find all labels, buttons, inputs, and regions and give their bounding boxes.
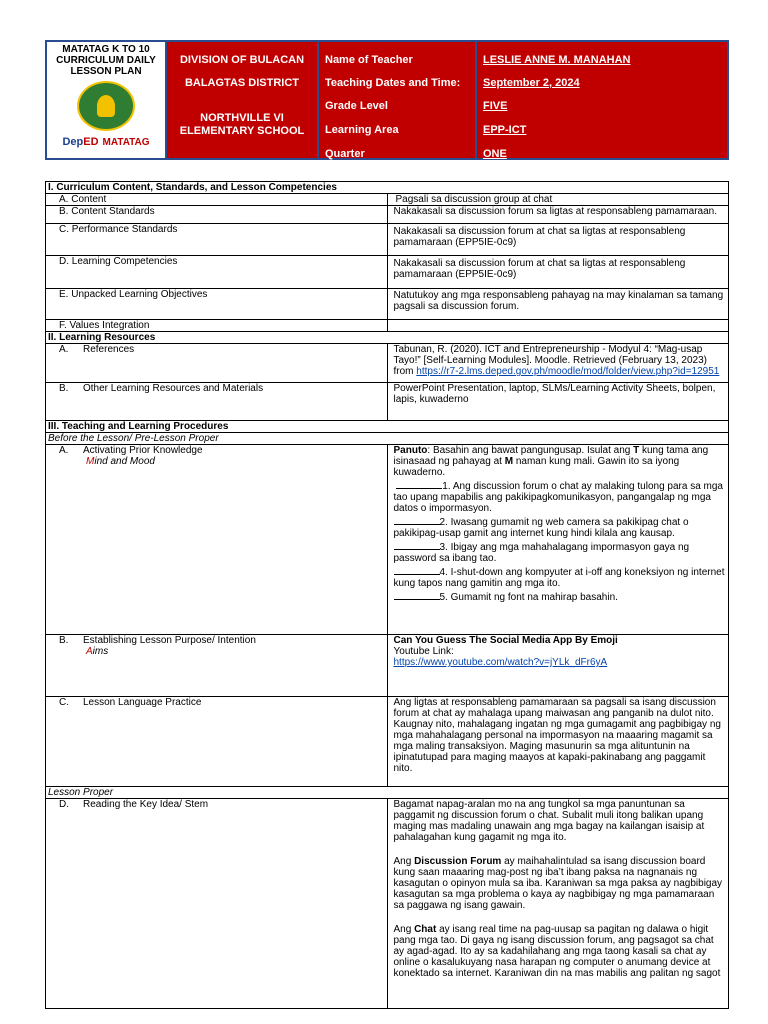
objectives-value: Natutukoy ang mga responsableng pahayag na may kinalaman sa tamang pagsali sa discussion forum. xyxy=(387,289,729,320)
other-resources-value: PowerPoint Presentation, laptop, SLMs/Learning Activity Sheets, bolpen, lapis, kuwaderno xyxy=(387,383,729,421)
division: DIVISION OF BULACAN xyxy=(179,54,305,66)
key-idea-value: Bagamat napag-aralan mo na ang tungkol sa mga panuntunan sa paggamit ng discussion forum o chat. Subalit muli itong balikan upang maging mas madaling unawain ang mga bagay na kailangan isaisip at pahalagahan kung gagamit ng mga ito. Ang Discussion Forum ay maihahalintulad sa isang discussion board kung saan maaaring mag-post ng iba’t ibang paksa na nagnanais ng kasagutan o opinyon mula sa iba. Karaniwan sa mga paksa ay nagbibigay kasagutan sa mga problema o kaya ay nagbibigay ng mga pamamaraan sa paggawa ng isang gawain. Ang Chat ay isang real time na pag-uusap sa pagitan ng dalawa o higit pang mga tao. Di gaya ng isang discussion forum, ang pagsagot sa chat ay agad-agad. Ito ay sa kadahilahang ang mga taong kasali sa chat ay online o kasalukuyang nasa harapan ng computer o anumang device at konektado sa internet. Karaniwan din na mas mabilis ang palitan ng sagot xyxy=(387,799,729,1009)
value-teacher: LESLIE ANNE M. MANAHAN xyxy=(483,54,631,66)
performance-standards-value: Nakakasali sa discussion forum at chat sa ligtas at responsableng pamamaraan (EPP5IE-0c9) xyxy=(387,224,729,256)
section-1-title: I. Curriculum Content, Standards, and Lesson Competencies xyxy=(46,182,729,194)
value-quarter: ONE xyxy=(483,148,507,160)
language-practice-value: Ang ligtas at responsableng pamamaraan sa pagsali sa isang discussion forum at chat ay mahalaga upang maiwasan ang panganib na dulot nito. Kaugnay nito, mahalagang ingatan ng mga gumagamit ang pagbibigay ng mga mahahalagang personal na impormasyon na maaaring magamit sa mga maling transaksiyon. Maging masunurin sa mga alituntunin na ipinatutupad para maging maayos at kapaki-pakinabang ang paggamit nito. xyxy=(387,697,729,787)
content-standards-label: B. Content Standards xyxy=(46,206,388,224)
activating-knowledge-value xyxy=(387,445,729,635)
district: BALAGTAS DISTRICT xyxy=(184,77,300,89)
content-value: Pagsali sa discussion group at chat xyxy=(387,194,729,206)
value-area: EPP-ICT xyxy=(483,124,527,136)
lesson-purpose-value: Can You Guess The Social Media App By Emoji Youtube Link: https://www.youtube.com/watch?v=jYLk_dFr6yA xyxy=(387,635,729,697)
lesson-plan-header xyxy=(45,40,729,160)
learning-competencies-value: Nakakasali sa discussion forum at chat sa ligtas at responsableng pamamaraan (EPP5IE-0c9) xyxy=(387,256,729,289)
quiz-item: 4. I-shut-down ang kompyuter at i-off ang koneksiyon ng internet kung tapos nang gamitin ang mga ito. xyxy=(394,564,727,589)
panuto: Panuto: Basahin ang bawat pangungusap. Isulat ang T kung tama ang isinasaad ng pahayag at M naman kung mali. Gawin ito sa iyong kuwaderno. xyxy=(393,445,709,478)
deped-matatag-logo: DepED MATATAG xyxy=(62,136,150,148)
school-name: NORTHVILLE VI ELEMENTARY SCHOOL xyxy=(179,112,305,137)
label-teacher: Name of Teacher xyxy=(325,54,413,66)
logo-cell xyxy=(47,42,167,158)
references-label: A. References xyxy=(46,344,388,383)
lesson-plan-table xyxy=(45,181,729,1009)
activating-knowledge-label: A. Activating Prior Knowledge Mind and Mood xyxy=(46,445,388,635)
references-value: Tabunan, R. (2020). ICT and Entrepreneurship - Modyul 4: “Mag-usap Tayo!” [Self-Learning Modules]. Moodle. Retrieved (February 13, 2023) from https://r7-2.lms.deped.gov.ph/moodle/mod/folder/view.php?id=12951 xyxy=(387,344,729,383)
info-labels-cell xyxy=(319,42,477,158)
value-dates: September 2, 2024 xyxy=(483,77,580,89)
value-grade: FIVE xyxy=(483,100,508,112)
language-practice-label: C. Lesson Language Practice xyxy=(46,697,388,787)
objectives-label: E. Unpacked Learning Objectives xyxy=(46,289,388,320)
school-info-cell xyxy=(167,42,319,158)
label-dates: Teaching Dates and Time: xyxy=(325,77,461,89)
before-lesson-heading: Before the Lesson/ Pre-Lesson Proper xyxy=(46,433,729,445)
label-quarter: Quarter xyxy=(325,148,365,160)
youtube-link[interactable]: https://www.youtube.com/watch?v=jYLk_dFr6yA xyxy=(393,657,608,668)
lesson-proper-heading: Lesson Proper xyxy=(46,787,729,799)
quiz-item: 5. Gumamit ng font na mahirap basahin. xyxy=(394,589,727,603)
references-link[interactable]: https://r7-2.lms.deped.gov.ph/moodle/mod/folder/view.php?id=12951 xyxy=(416,366,720,377)
content-standards-value: Nakakasali sa discussion forum sa ligtas at responsableng pamamaraan. xyxy=(387,206,729,224)
learning-competencies-label: D. Learning Competencies xyxy=(46,256,388,289)
section-3-title: III. Teaching and Learning Procedures xyxy=(46,421,729,433)
label-area: Learning Area xyxy=(325,124,399,136)
quiz-item: 2. Iwasang gumamit ng web camera sa pakikipag chat o pakikipag-usap gamit ang internet kung hindi kilala ang kausap. xyxy=(394,514,727,539)
label-grade: Grade Level xyxy=(325,100,388,112)
other-resources-label: B. Other Learning Resources and Materials xyxy=(46,383,388,421)
values-integration-label: F. Values Integration xyxy=(46,320,388,332)
quiz-item: 3. Ibigay ang mga mahahalagang impormasyon gaya ng password sa ibang tao. xyxy=(394,539,727,564)
curriculum-title: MATATAG K TO 10 CURRICULUM DAILY LESSON PLAN xyxy=(56,44,156,77)
emoji-activity-title: Can You Guess The Social Media App By Emoji xyxy=(393,635,618,646)
key-idea-label: D. Reading the Key Idea/ Stem xyxy=(46,799,388,1009)
performance-standards-label: C. Performance Standards xyxy=(46,224,388,256)
quiz-item: 1. Ang discussion forum o chat ay malaking tulong para sa mga tao upang mapabilis ang pakikipagkomunikasyon, pangangalap ng mga datos o impormasyon. xyxy=(394,478,727,514)
content-label: A. Content xyxy=(46,194,388,206)
section-2-title: II. Learning Resources xyxy=(46,332,729,344)
lesson-purpose-label: B. Establishing Lesson Purpose/ Intention Aims xyxy=(46,635,388,697)
school-seal-icon xyxy=(77,81,135,131)
info-values-cell xyxy=(477,42,727,158)
values-integration-value xyxy=(387,320,729,332)
